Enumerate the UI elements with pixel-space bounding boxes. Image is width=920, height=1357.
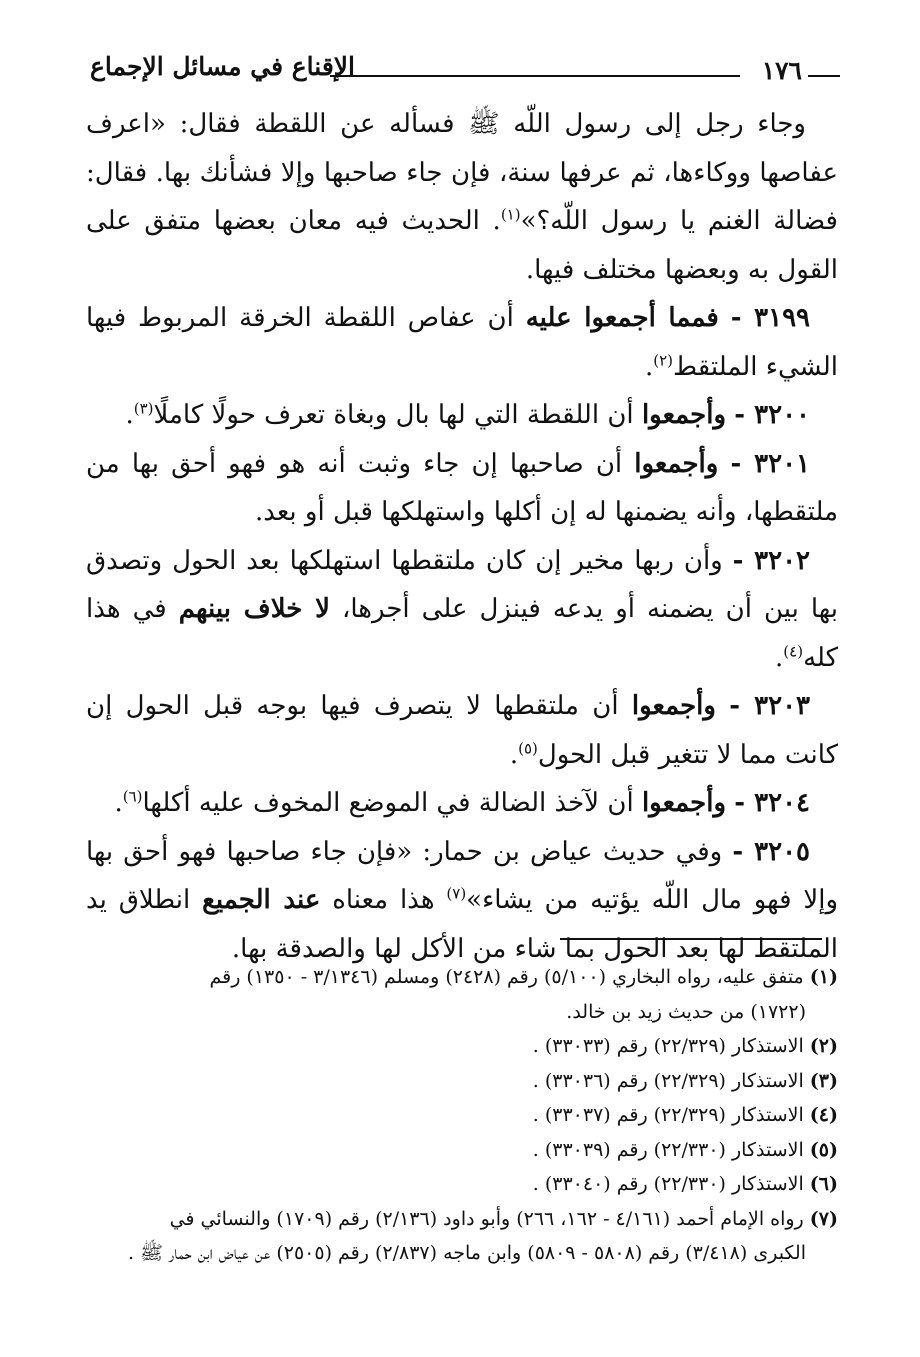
entry-text: أن عفاص اللقطة الخرقة المربوط فيها الشيء الملتقط — [86, 303, 838, 382]
entry-end: . — [509, 739, 519, 770]
footnote-1 — [82, 960, 838, 995]
entry-end: . — [114, 788, 123, 818]
entry-text: أن صاحبها إن جاء وثبت أنه هو فهو أحق بها من ملتقطها، وأنه يضمنها له إن أكلها واستهلكها قبل أو بعد. — [86, 448, 838, 527]
footnote-label: (٢) — [809, 1035, 838, 1057]
entry-text-2-pre: هذا معناه — [332, 885, 435, 915]
entry-bold-phrase: عند الجميع — [202, 885, 321, 915]
footnote-ref-3[interactable]: (٣) — [133, 399, 154, 418]
entry-text: أن ملتقطها لا يتصرف فيها بوجه قبل الحول إن كانت مما لا تتغير قبل الحول — [86, 691, 838, 770]
entry-bold-lead: وأجمعوا — [641, 400, 727, 430]
entry-number: ٣١٩٩ - — [730, 303, 811, 333]
entry-3202 — [86, 537, 838, 683]
footnote-7-continued — [82, 1236, 838, 1271]
footnote-text: الاستذكار (٢٢/٣٢٩) رقم (٣٣٠٣٧) . — [532, 1104, 804, 1126]
footnote-label: (٤) — [809, 1104, 838, 1126]
footnote-text-cont: (١٧٢٢) من حديث زيد بن خالد. — [566, 1000, 806, 1023]
footnote-1-continued — [82, 995, 838, 1030]
main-text — [86, 100, 838, 973]
entry-bold-lead: وأجمعوا — [641, 788, 727, 818]
entry-3205 — [86, 828, 838, 974]
entry-number: ٣٢٠٣ - — [729, 691, 810, 721]
footnote-text: الاستذكار (٢٢/٣٣٠) رقم (٣٣٠٤٠) . — [532, 1173, 804, 1195]
page-header — [80, 48, 840, 92]
entry-number: ٣٢٠١ - — [730, 448, 810, 479]
entry-end: . — [125, 400, 134, 430]
entry-3200 — [86, 391, 838, 440]
footnote-6 — [82, 1167, 838, 1202]
footnote-4 — [82, 1098, 838, 1133]
entry-3204 — [86, 779, 838, 828]
intro-text-b: . الحديث فيه معان بعضها متفق على القول به وبعضها مختلف فيها. — [86, 206, 838, 285]
intro-text-a: وجاء رجل إلى رسول اللّه ﷺ فسأله عن اللقطة فقال: «اعرف عفاصها ووكاءها، ثم عرفها سنة، فإن جاء صاحبها وإلا فشأنك بها. فقال: فضالة الغنم يا رسول اللّه؟» — [86, 109, 838, 236]
entry-bold-lead: وأجمعوا — [631, 691, 716, 721]
entry-text-2: انطلاق يد الملتقط لها بعد الحول بما شاء من الأكل لها والصدقة بها. — [86, 885, 838, 964]
entry-text: أن اللقطة التي لها بال وبغاة تعرف حولًا كاملًا — [153, 400, 634, 430]
footnote-ref-6[interactable]: (٦) — [122, 787, 143, 806]
entry-3201 — [86, 440, 838, 537]
footnote-separator — [560, 938, 822, 940]
footnote-label: (٧) — [809, 1207, 838, 1230]
footnote-ref-4[interactable]: (٤) — [783, 641, 804, 660]
entry-bold-lead: فمما أجمعوا عليه — [525, 303, 719, 333]
footnote-5 — [82, 1133, 838, 1168]
footnote-2 — [82, 1029, 838, 1064]
footnote-text-cont: الكبرى (٣/٤١٨) رقم (٥٨٠٨ - ٥٨٠٩) وابن ماجه (٢/٨٣٧) رقم (٢٥٠٥) عن عياض ابن حمار ﷺ . — [127, 1242, 806, 1264]
footnote-ref-2[interactable]: (٢) — [653, 350, 674, 369]
entry-number: ٣٢٠٠ - — [734, 400, 810, 430]
entry-end: . — [644, 351, 654, 382]
page-number: ١٧٦ — [761, 56, 802, 85]
footnote-text: الاستذكار (٢٢/٣٢٩) رقم (٣٣٠٣٦) . — [532, 1069, 804, 1092]
footnote-ref-7[interactable]: (٧) — [446, 884, 467, 903]
entry-number: ٣٢٠٤ - — [734, 788, 810, 818]
footnote-label: (٣) — [809, 1069, 838, 1092]
entry-text: وأن ربها مخير إن كان ملتقطها استهلكها بعد الحول وتصدق بها بين أن يضمنه أو يدعه فينزل على أجرها، — [86, 545, 839, 624]
intro-paragraph — [86, 100, 838, 294]
entry-text: أن لآخذ الضالة في الموضع المخوف عليه أكلها — [142, 788, 634, 818]
entry-bold-phrase: لا خلاف بينهم — [178, 594, 330, 624]
footnote-text: متفق عليه، رواه البخاري (٥/١٠٠) رقم (٢٤٢٨) ومسلم (٣/١٣٤٦ - ١٣٥٠) رقم — [209, 966, 804, 988]
entry-number: ٣٢٠٢ - — [732, 545, 811, 576]
footnote-ref-5[interactable]: (٥) — [518, 738, 538, 757]
entry-3199 — [86, 294, 838, 391]
header-rule-short — [808, 75, 840, 77]
running-title: الإقناع في مسائل الإجماع — [90, 52, 355, 81]
footnote-7 — [82, 1202, 838, 1237]
footnote-label: (٥) — [809, 1138, 838, 1161]
footnotes — [82, 960, 838, 1271]
footnote-text: الاستذكار (٢٢/٣٣٠) رقم (٣٣٠٣٩) . — [532, 1138, 804, 1161]
footnote-ref-1[interactable]: (١) — [500, 205, 521, 224]
footnote-text: رواه الإمام أحمد (٤/١٦١ - ١٦٢، ٢٦٦) وأبو داود (٢/١٣٦) رقم (١٧٠٩) والنسائي في — [169, 1207, 804, 1230]
entry-end: . — [775, 642, 784, 673]
entry-number: ٣٢٠٥ - — [732, 836, 811, 867]
footnote-label: (١) — [809, 966, 838, 988]
footnote-text: الاستذكار (٢٢/٣٢٩) رقم (٣٣٠٣٣) . — [532, 1035, 804, 1057]
entry-text-2: في هذا كله — [86, 594, 838, 673]
entry-3203 — [86, 682, 838, 779]
footnote-label: (٦) — [809, 1173, 838, 1195]
entry-text: وفي حديث عياض بن حمار: «فإن جاء صاحبها فهو أحق بها وإلا فهو مال اللّه يؤتيه من يشاء» — [86, 836, 839, 915]
footnote-3 — [82, 1064, 838, 1099]
entry-bold-lead: وأجمعوا — [634, 448, 719, 479]
header-rule-long — [330, 75, 740, 77]
